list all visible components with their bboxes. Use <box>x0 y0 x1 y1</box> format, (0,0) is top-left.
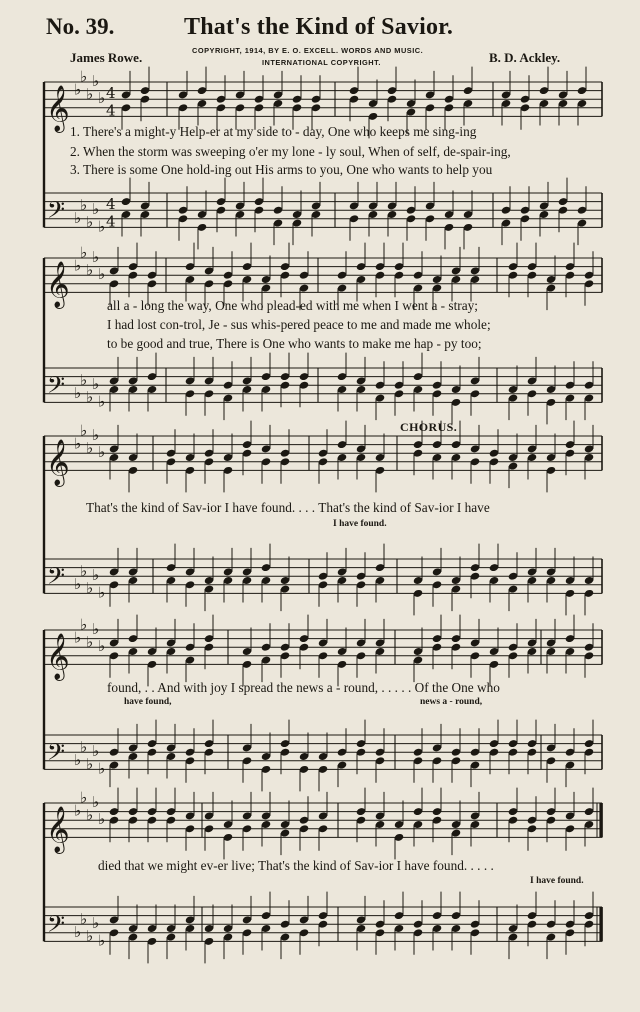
key-flat-icon: ♭ <box>98 443 106 462</box>
key-flat-icon: ♭ <box>92 72 100 90</box>
key-flat-icon: ♭ <box>86 579 94 598</box>
key-flat-icon: ♭ <box>98 931 106 950</box>
key-flat-icon: ♭ <box>92 375 100 394</box>
key-flat-icon: ♭ <box>98 265 106 284</box>
key-flat-icon: ♭ <box>92 248 100 266</box>
verse-1-line-1: 1. There's a might-y Help-er at my side to - day, One who keeps me sing-ing <box>70 124 477 139</box>
key-flat-icon: ♭ <box>86 260 94 279</box>
chorus-line-1: That's the kind of Sav-ior I have found. . . . That's the kind of Sav-ior I have <box>86 500 490 515</box>
key-flat-icon: ♭ <box>86 388 94 407</box>
bass-clef-icon: 𝄢 <box>47 370 66 404</box>
hymn-number: No. 39. <box>46 14 115 39</box>
time-signature-top: 4 <box>106 84 116 103</box>
bass-clef-icon: 𝄢 <box>47 195 66 229</box>
key-flat-icon: ♭ <box>98 89 106 108</box>
treble-clef-icon: 𝄞 <box>46 261 70 308</box>
bass-clef-icon: 𝄢 <box>47 561 66 595</box>
chorus-marker: CHORUS. <box>400 420 458 434</box>
key-flat-icon: ♭ <box>74 256 82 275</box>
key-flat-icon: ♭ <box>80 421 88 440</box>
chorus-echo-2: have found, <box>124 697 172 707</box>
composer: B. D. Ackley. <box>489 50 561 65</box>
key-flat-icon: ♭ <box>80 737 88 756</box>
key-flat-icon: ♭ <box>98 810 106 829</box>
time-signature-top: 4 <box>106 195 116 214</box>
chorus-echo-4: I have found. <box>530 876 584 886</box>
key-flat-icon: ♭ <box>74 801 82 820</box>
key-flat-icon: ♭ <box>92 793 100 811</box>
key-flat-icon: ♭ <box>80 615 88 634</box>
treble-clef-icon: 𝄞 <box>46 633 70 680</box>
key-flat-icon: ♭ <box>74 628 82 647</box>
key-flat-icon: ♭ <box>80 370 88 389</box>
key-flat-icon: ♭ <box>74 434 82 453</box>
key-flat-icon: ♭ <box>92 742 100 761</box>
hymn-title: That's the Kind of Savior. <box>184 14 454 40</box>
verse-1-line-2: all a - long the way, One who plead-ed with me when I went a - stray; <box>107 298 478 313</box>
chorus-echo-3: news a - round, <box>420 697 483 707</box>
key-flat-icon: ♭ <box>74 574 82 593</box>
key-flat-icon: ♭ <box>80 243 88 262</box>
key-flat-icon: ♭ <box>74 750 82 769</box>
copyright-line-2: INTERNATIONAL COPYRIGHT. <box>262 58 381 67</box>
copyright-line: COPYRIGHT, 1914, BY E. O. EXCELL. WORDS AND MUSIC. <box>192 46 424 55</box>
key-flat-icon: ♭ <box>80 195 88 214</box>
key-flat-icon: ♭ <box>74 383 82 402</box>
key-flat-icon: ♭ <box>74 922 82 941</box>
key-flat-icon: ♭ <box>86 84 94 103</box>
chorus-line-3: died that we might ev-er live; That's the kind of Sav-ior I have found. . . . . <box>98 858 494 873</box>
treble-clef-icon: 𝄞 <box>46 806 70 853</box>
key-flat-icon: ♭ <box>92 566 100 585</box>
key-flat-icon: ♭ <box>74 80 82 99</box>
key-flat-icon: ♭ <box>74 208 82 227</box>
key-flat-icon: ♭ <box>98 217 106 236</box>
key-flat-icon: ♭ <box>98 759 106 778</box>
chorus-echo-1: I have found. <box>333 519 387 529</box>
verse-2-line-1: 2. When the storm was sweeping o'er my lone - ly soul, When of self, de-spair-ing, <box>70 144 511 159</box>
key-flat-icon: ♭ <box>80 788 88 807</box>
key-flat-icon: ♭ <box>86 438 94 457</box>
treble-clef-icon: 𝄞 <box>46 439 70 486</box>
key-flat-icon: ♭ <box>86 805 94 824</box>
key-flat-icon: ♭ <box>92 914 100 933</box>
verse-3-line-1: 3. There is some One hold-ing out His arms to you, One who wants to help you <box>70 162 493 177</box>
key-flat-icon: ♭ <box>86 755 94 774</box>
key-flat-icon: ♭ <box>80 67 88 86</box>
key-flat-icon: ♭ <box>92 200 100 219</box>
verse-3-line-2: to be good and true, There is One who wants to make me hap - py too; <box>107 336 482 351</box>
chorus-line-2: found, . . And with joy I spread the news a - round, . . . . . Of the One who <box>107 680 500 695</box>
key-flat-icon: ♭ <box>98 583 106 602</box>
bass-clef-icon: 𝄢 <box>47 737 66 771</box>
key-flat-icon: ♭ <box>86 927 94 946</box>
bass-clef-icon: 𝄢 <box>47 909 66 943</box>
key-flat-icon: ♭ <box>98 392 106 411</box>
lyricist: James Rowe. <box>70 50 143 65</box>
key-flat-icon: ♭ <box>80 561 88 580</box>
time-signature-bottom: 4 <box>106 212 116 231</box>
key-flat-icon: ♭ <box>92 426 100 444</box>
key-flat-icon: ♭ <box>86 213 94 232</box>
key-flat-icon: ♭ <box>92 620 100 638</box>
key-flat-icon: ♭ <box>80 909 88 928</box>
time-signature-bottom: 4 <box>106 101 116 120</box>
treble-clef-icon: 𝄞 <box>46 85 70 132</box>
key-flat-icon: ♭ <box>98 637 106 656</box>
verse-2-line-2: I had lost con-trol, Je - sus whis-pered peace to me and made me whole; <box>107 317 491 332</box>
key-flat-icon: ♭ <box>86 632 94 651</box>
